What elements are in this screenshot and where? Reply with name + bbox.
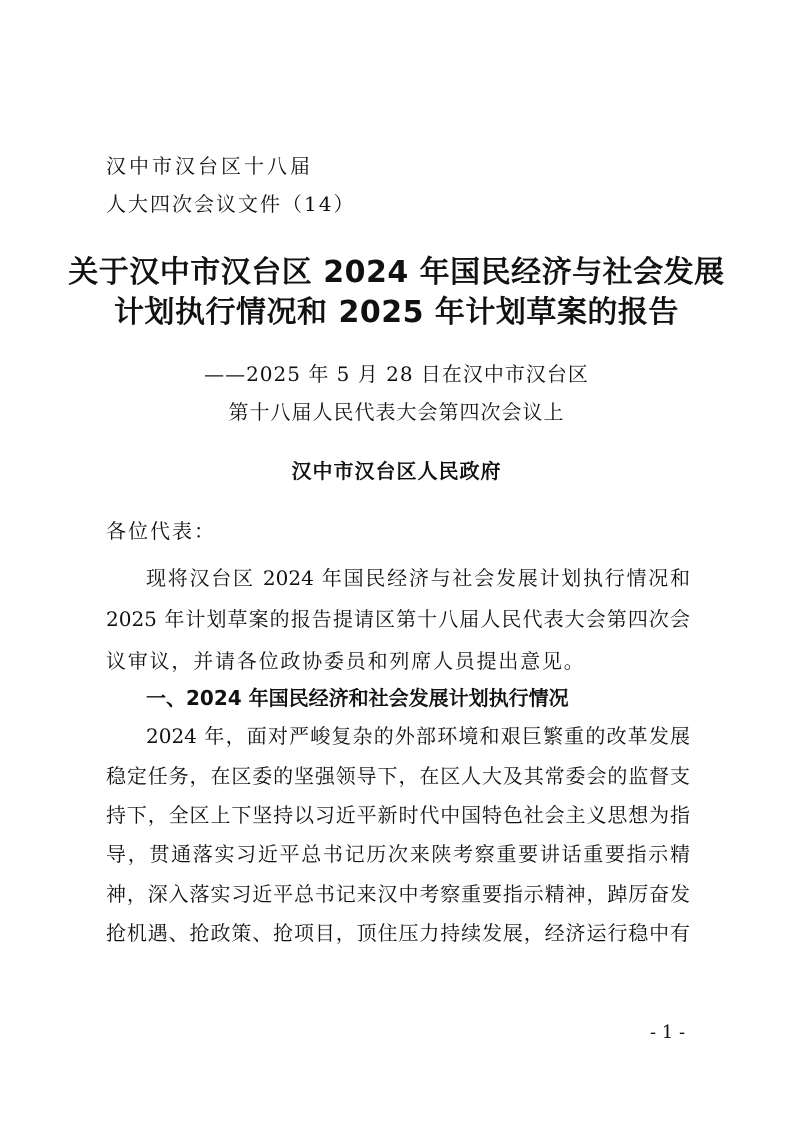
subtitle-line-1: ——2025 年 5 月 28 日在汉中市汉台区 [204,362,589,386]
title-line-2: 计划执行情况和 2025 年计划草案的报告 [114,295,679,330]
intro-paragraph-line-3: 议审议，并请各位政协委员和列席人员提出意见。 [106,649,586,673]
intro-paragraph-line-2: 2025 年计划草案的报告提请区第十八届人民代表大会第四次会 [106,607,690,631]
subtitle-line-2: 第十八届人民代表大会第四次会议上 [228,400,565,424]
title-line-1: 关于汉中市汉台区 2024 年国民经济与社会发展 [68,255,725,290]
section-paragraph-line-1: 2024 年，面对严峻复杂的外部环境和艰巨繁重的改革发展 [146,724,690,748]
page-number: - 1 - [650,1022,686,1043]
intro-paragraph-line-1: 现将汉台区 2024 年国民经济与社会发展计划执行情况和 [146,566,690,590]
salutation: 各位代表： [106,519,216,543]
file-label-line-1: 汉中市汉台区十八届 [106,154,313,178]
section-paragraph-line-2: 稳定任务，在区委的坚强领导下，在区人大及其常委会的监督支 [106,764,690,788]
section-heading: 一、2024 年国民经济和社会发展计划执行情况 [146,686,569,710]
section-paragraph-line-5: 神，深入落实习近平总书记来汉中考察重要指示精神，踔厉奋发 [106,882,690,906]
file-label-line-2: 人大四次会议文件（14） [106,192,356,216]
section-paragraph-line-4: 导，贯通落实习近平总书记历次来陕考察重要讲话重要指示精 [106,842,690,866]
section-paragraph-line-3: 持下，全区上下坚持以习近平新时代中国特色社会主义思想为指 [106,803,690,827]
issuer-name: 汉中市汉台区人民政府 [291,459,502,483]
section-paragraph-line-6: 抢机遇、抢政策、抢项目，顶住压力持续发展，经济运行稳中有 [106,921,690,945]
